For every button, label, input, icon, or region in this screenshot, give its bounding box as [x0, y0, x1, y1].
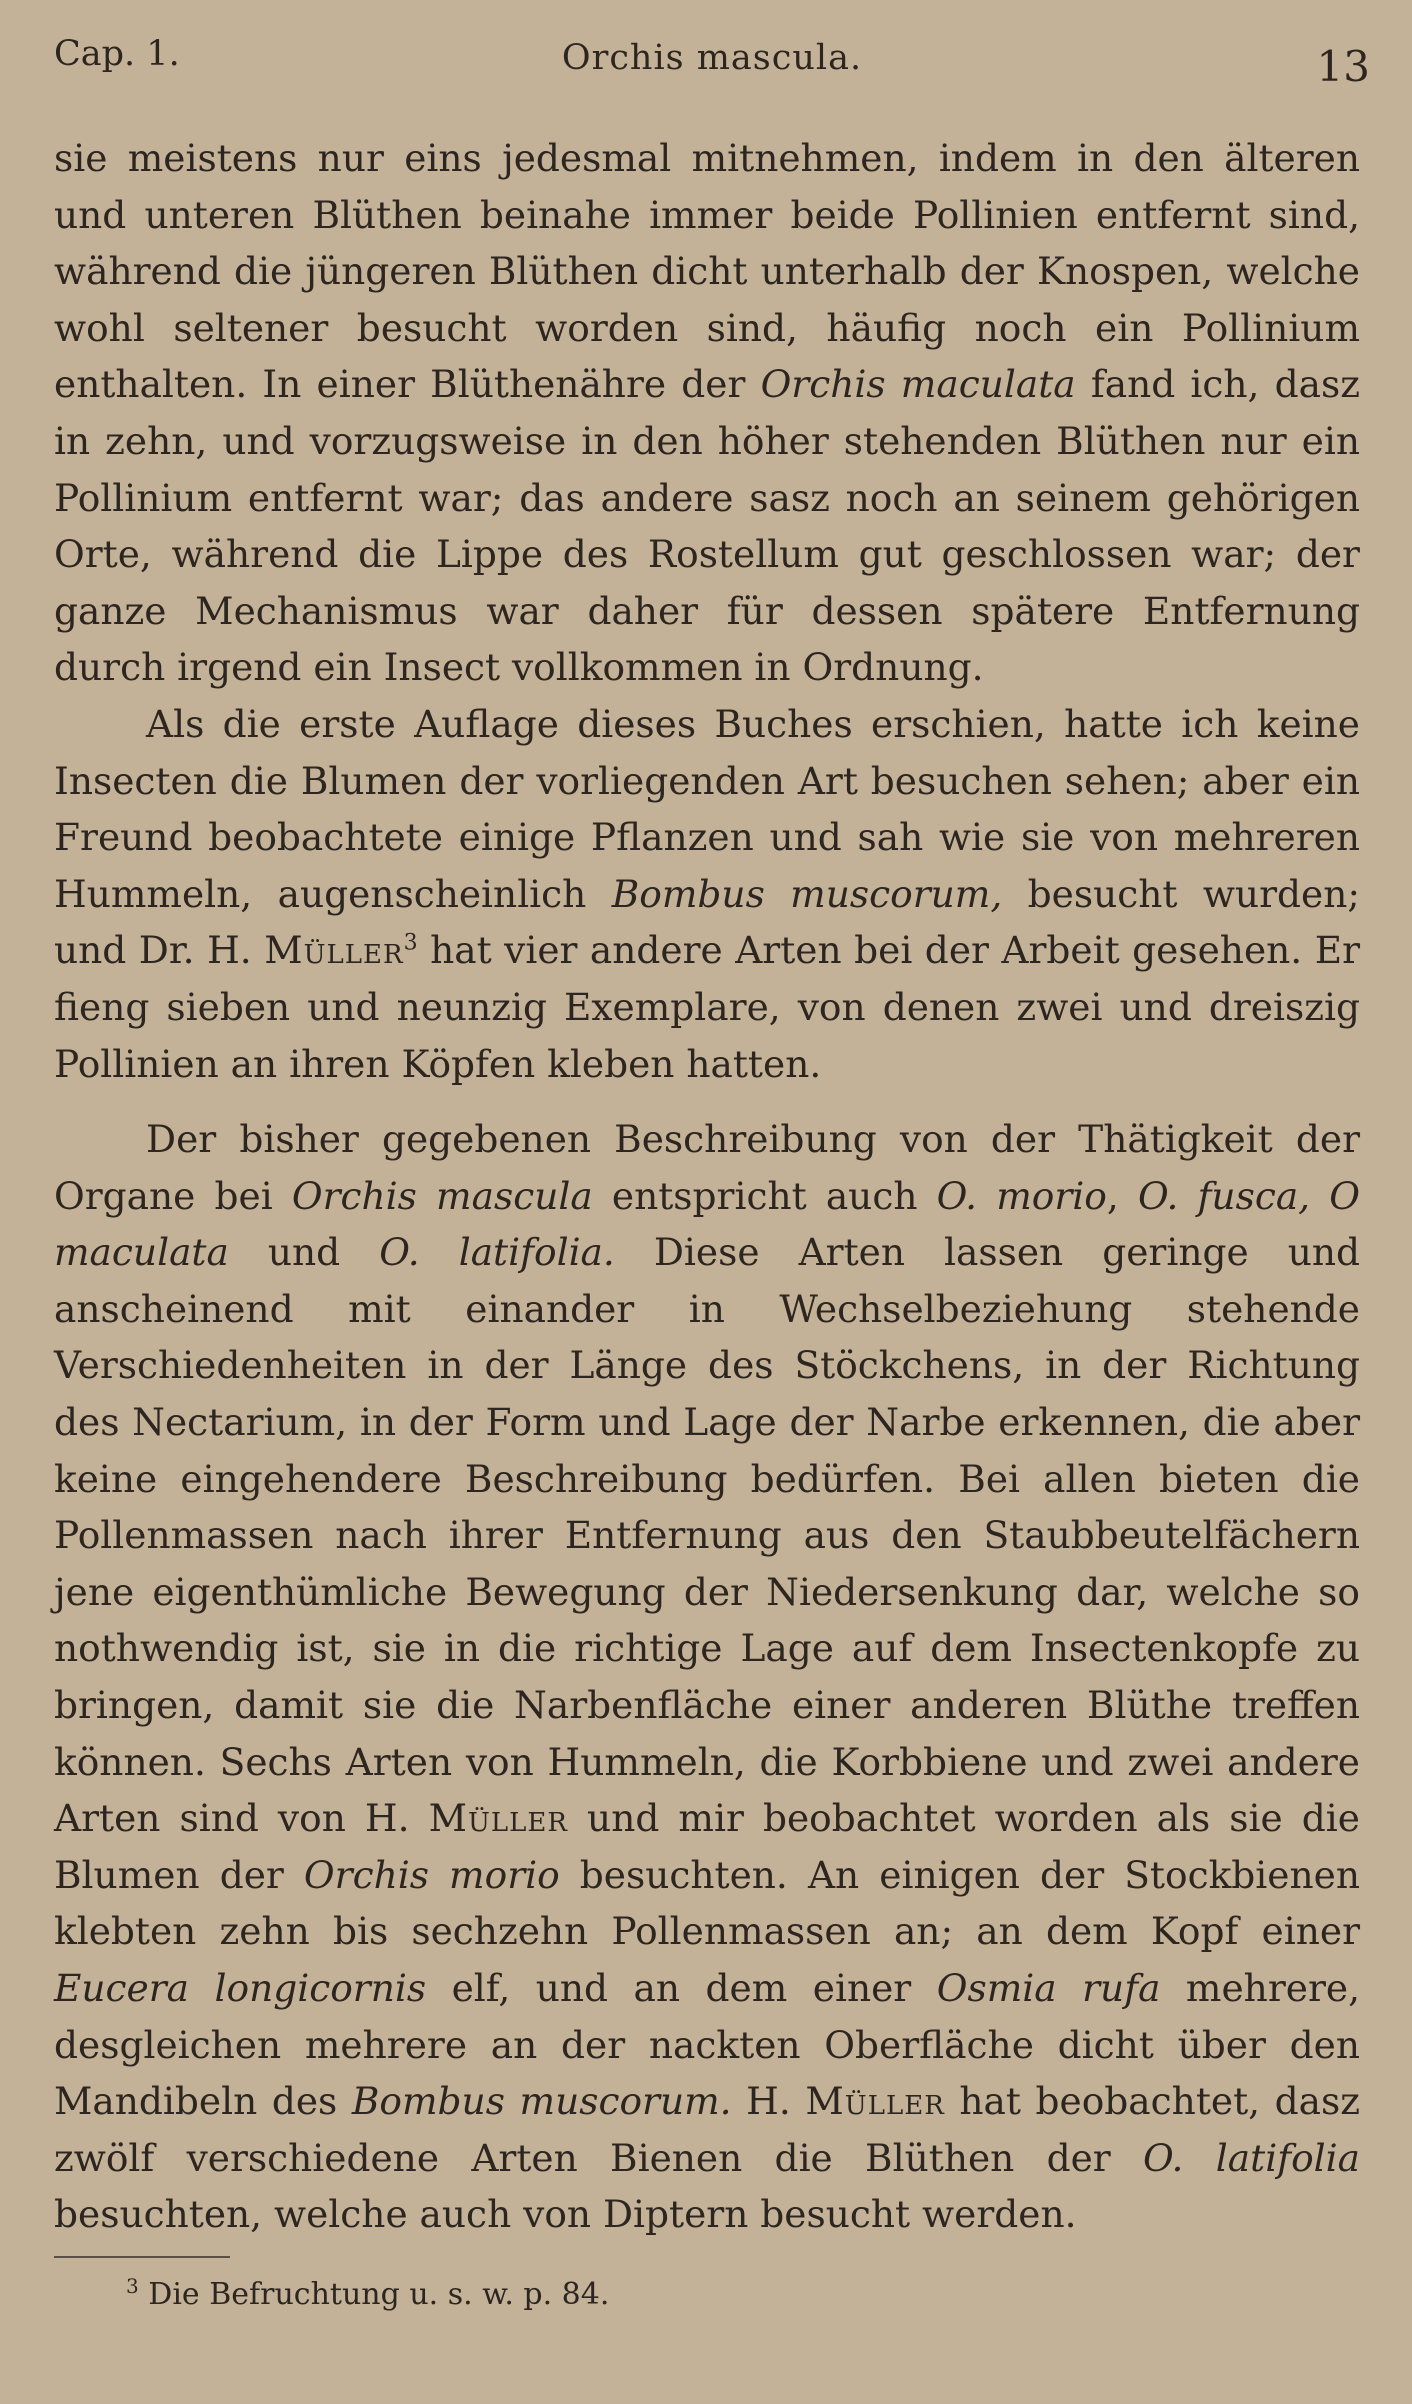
- species-name: Orchis maculata: [760, 362, 1076, 407]
- author-name: Müller: [428, 1796, 568, 1841]
- species-name: Orchis morio: [303, 1852, 560, 1897]
- footnote: [126, 2274, 610, 2312]
- footnote-marker: 3: [403, 930, 418, 956]
- species-name: Bombus muscorum.: [351, 2079, 732, 2124]
- page-number: 13: [1316, 42, 1370, 91]
- paragraph-1: sie meistens nur eins jedesmal mitnehmen, indem in den älteren und unteren Blüthen beinahe immer beide Pollinien entfernt sind, während die jüngeren Blüthen dicht unterhalb der Knospen, welche wohl seltener besucht worden sind, häufig noch ein Pollinium enthalten. In einer Blüthenähre der Orchis maculata fand ich, dasz in zehn, und vorzugsweise in den höher stehenden Blüthen nur ein Pollinium entfernt war; das andere sasz noch an seinem gehörigen Orte, während die Lippe des Rostellum gut geschlossen war; der ganze Mechanismus war daher für dessen spätere Entfernung durch irgend ein Insect vollkommen in Ordnung.: [54, 136, 1360, 690]
- footnote-divider: [54, 2256, 230, 2258]
- body-text: [54, 130, 1360, 2243]
- paragraph-2: Als die erste Auflage dieses Buches erschien, hatte ich keine Insecten die Blumen der vorliegenden Art besuchen sehen; aber ein Freund beobachtete einige Pflanzen und sah wie sie von mehreren Hummeln, augenscheinlich Bombus muscorum, besucht wurden; und Dr. H. Müller$^3$ hat vier andere Arten bei der Arbeit gesehen. Er fieng sieben und neunzig Exemplare, von denen zwei und dreiszig Pollinien an ihren Köpfen kleben hatten.: [54, 701, 1361, 1086]
- species-name: O. fusca, O maculata: [54, 1173, 1360, 1275]
- species-name: Osmia rufa: [936, 1966, 1161, 2010]
- running-title: Orchis mascula.: [561, 38, 863, 78]
- footnote-marker: 3: [126, 2274, 139, 2298]
- species-name: Bombus muscorum,: [611, 871, 1003, 916]
- species-name: O. latifolia: [1143, 2135, 1360, 2180]
- paragraph-3: Der bisher gegebenen Beschreibung von der Thätigkeit der Organe bei Orchis mascula entspricht auch O. morio, O. fusca, O maculata und O. latifolia. Diese Arten lassen geringe und anscheinend mit einander in Wechselbeziehung stehende Verschiedenheiten in der Länge des Stöckchens, in der Richtung des Nectarium, in der Form und Lage der Narbe erkennen, die aber keine eingehendere Beschreibung bedürfen. Bei allen bieten die Pollenmassen nach ihrer Entfernung aus den Staubbeutelfächern jene eigenthümliche Bewegung der Niedersenkung dar, welche so nothwendig ist, sie in die richtige Lage auf dem Insectenkopfe zu bringen, damit sie die Narbenfläche einer anderen Blüthe treffen können. Sechs Arten von Hummeln, die Korbbiene und zwei andere Arten sind von H. Müller und mir beobachtet worden als sie die Blumen der Orchis morio besuchten. An einigen der Stockbienen klebten zehn bis sechzehn Pollenmassen an; an dem Kopf einer Eucera longicornis elf, und an dem einer Osmia rufa mehrere, desgleichen mehrere an der nackten Oberfläche dicht über den Mandibeln des Bombus muscorum. H. Müller hat beobachtet, dasz zwölf verschiedene Arten Bienen die Blüthen der O. latifolia besuchten, welche auch von Diptern besucht werden.: [54, 1117, 1361, 2237]
- chapter-label: Cap. 1.: [54, 34, 180, 74]
- species-name: Orchis mascula: [291, 1173, 593, 1218]
- species-name: Eucera longicornis: [54, 1966, 427, 2010]
- running-header: [54, 28, 1370, 91]
- author-name: Müller: [805, 2079, 945, 2124]
- footnote-text: Die Befruchtung u. s. w. p. 84.: [138, 2277, 610, 2312]
- author-name: Müller: [264, 928, 404, 973]
- species-name: O. morio: [936, 1173, 1107, 1218]
- species-name: O. latifolia.: [379, 1230, 615, 1275]
